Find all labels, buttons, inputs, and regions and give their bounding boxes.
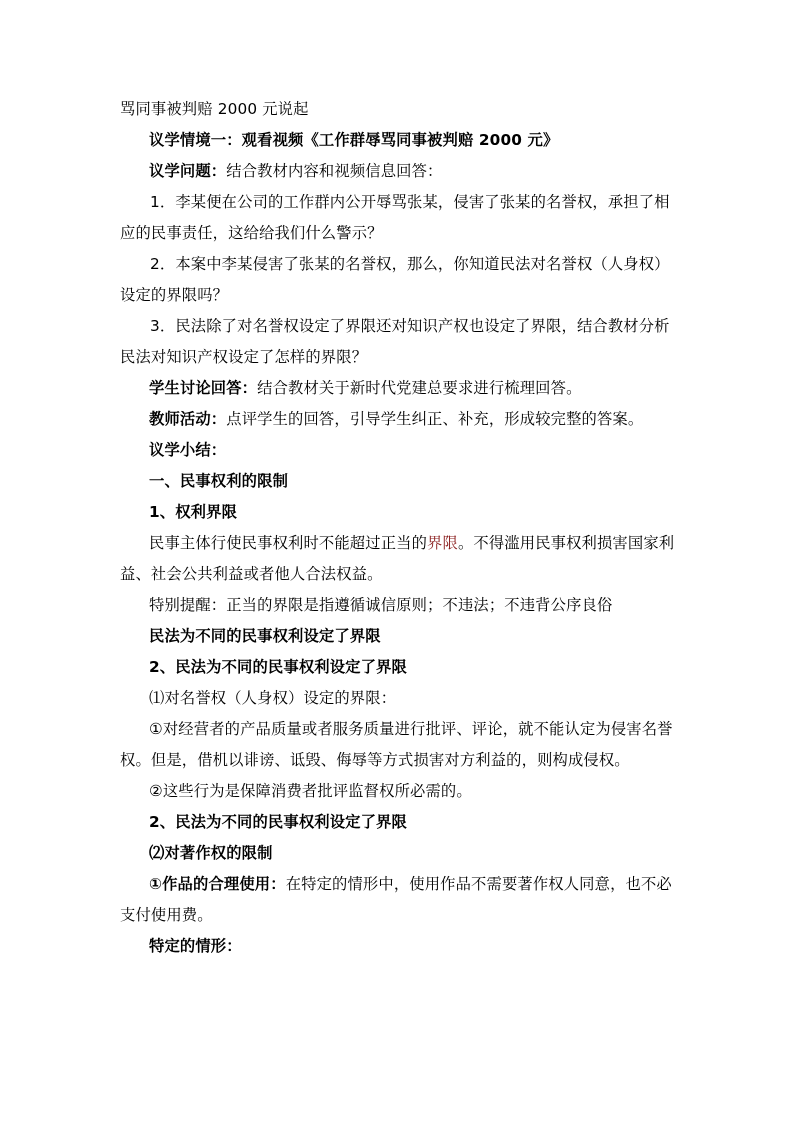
rights-limit-text-a: 民事主体行使民事权利时不能超过正当的 (149, 534, 428, 552)
fair-use-text: 在特定的情形中，使用作品不需要著作权人同意，也不必支付使用费。 (120, 875, 672, 924)
rights-limit-paragraph (120, 528, 680, 590)
item-fair-use (120, 869, 680, 931)
document-body (120, 94, 680, 962)
question-intro (120, 156, 680, 187)
subpoint-copyright: ⑵对著作权的限制 (149, 844, 273, 862)
teacher-label: 教师活动： (149, 410, 227, 428)
student-label: 学生讨论回答： (149, 379, 258, 397)
rights-limit-text-b: 。不得滥用民事权利损害国家利益、社会公共利益或者他人合法权益。 (120, 534, 675, 583)
question-label: 议学问题： (149, 162, 227, 180)
question-2: 2．本案中李某侵害了张某的名誉权，那么，你知道民法对名誉权（人身权）设定的界限吗？ (120, 255, 670, 304)
subsection-heading-2a: 2、民法为不同的民事权利设定了界限 (149, 658, 407, 676)
subpoint-reputation: ⑴对名誉权（人身权）设定的界限： (149, 689, 397, 707)
student-discussion (120, 373, 680, 404)
special-situation-label: 特定的情形： (149, 937, 242, 955)
question-text: 结合教材内容和视频信息回答： (226, 162, 443, 180)
bold-statement: 民法为不同的民事权利设定了界限 (149, 627, 381, 645)
subsection-heading-1-1: 1、权利界限 (149, 503, 238, 521)
teacher-text: 点评学生的回答，引导学生纠正、补充，形成较完整的答案。 (226, 410, 644, 428)
fair-use-label: ①作品的合理使用： (149, 875, 286, 893)
question-1: 1．李某便在公司的工作群内公开辱骂张某，侵害了张某的名誉权，承担了相应的民事责任，这给给我们什么警示？ (120, 193, 670, 242)
item-criticism: ①对经营者的产品质量或者服务质量进行批评、评论，就不能认定为侵害名誉权。但是，借机以诽谤、诋毁、侮辱等方式损害对方利益的，则构成侵权。 (120, 720, 673, 769)
situation-heading: 议学情境一：观看视频《工作群辱骂同事被判赔 2000 元》 (149, 131, 559, 149)
question-3: 3．民法除了对名誉权设定了界限还对知识产权也设定了界限，结合教材分析民法对知识产权设定了怎样的界限？ (120, 317, 670, 366)
title-fragment: 骂同事被判赔 2000 元说起 (120, 100, 309, 118)
rights-limit-highlight: 界限 (427, 534, 458, 552)
student-text: 结合教材关于新时代党建总要求进行梳理回答。 (257, 379, 582, 397)
summary-label: 议学小结： (149, 441, 227, 459)
item-consumer-rights: ②这些行为是保障消费者批评监督权所必需的。 (149, 782, 472, 800)
special-note: 特别提醒：正当的界限是指遵循诚信原则；不违法；不违背公序良俗 (149, 596, 613, 614)
section-heading-1: 一、民事权利的限制 (149, 472, 289, 490)
subsection-heading-2b: 2、民法为不同的民事权利设定了界限 (149, 813, 407, 831)
teacher-activity (120, 404, 680, 435)
